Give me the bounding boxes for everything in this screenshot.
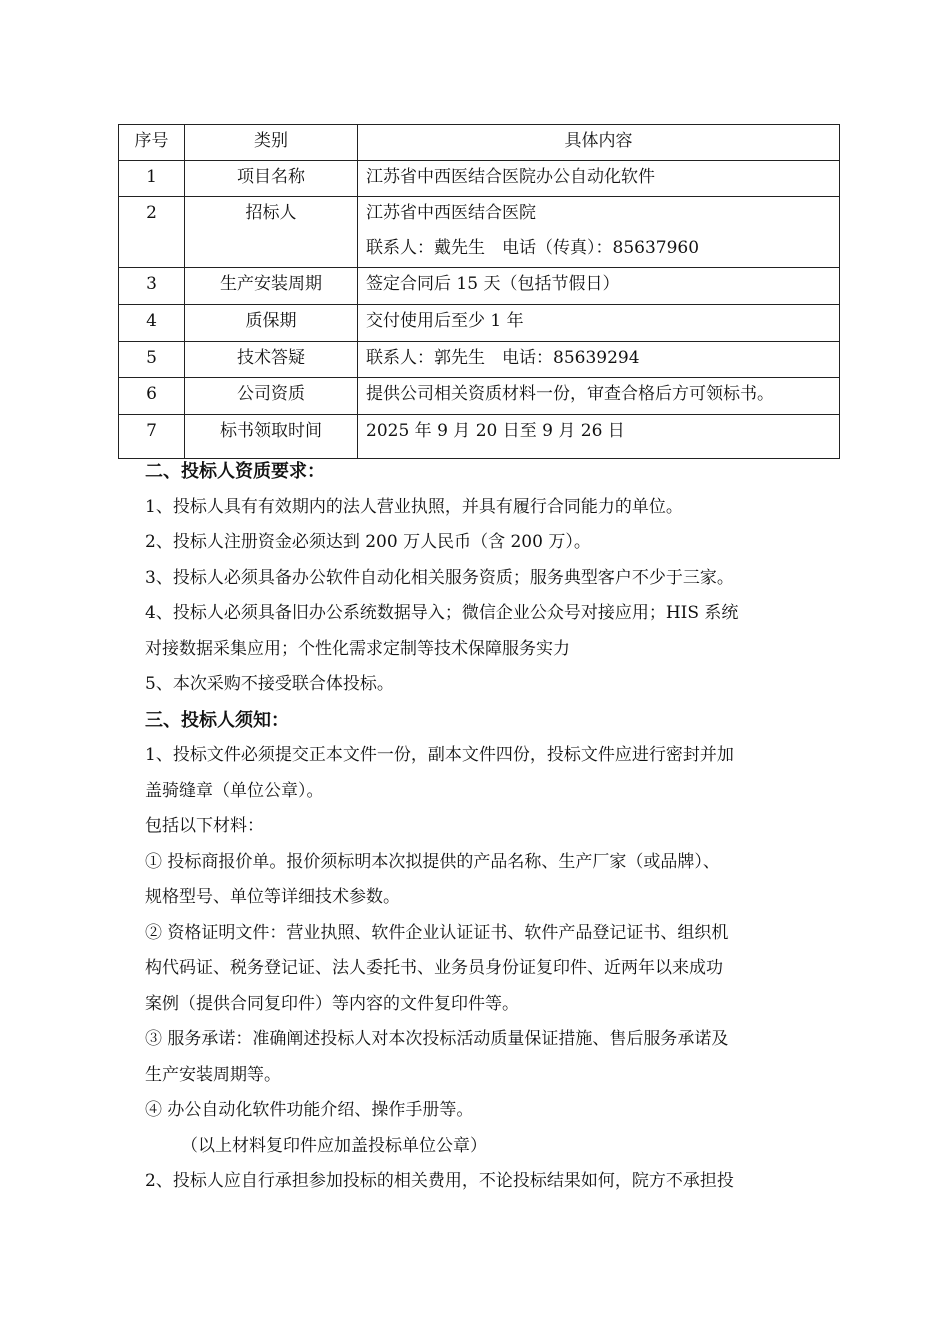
row-no: 5	[119, 342, 185, 378]
section3-line: ② 资格证明文件：营业执照、软件企业认证证书、软件产品登记证书、组织机	[145, 922, 729, 943]
section2-line: 对接数据采集应用；个性化需求定制等技术保障服务实力	[145, 638, 570, 659]
document-body	[145, 454, 817, 1200]
header-no: 序号	[119, 125, 185, 161]
row-content	[358, 197, 840, 268]
section2-line: 3、投标人必须具备办公软件自动化相关服务资质；服务典型客户不少于三家。	[145, 567, 734, 588]
section2-line: 4、投标人必须具备旧办公系统数据导入；微信企业公众号对接应用；HIS 系统	[145, 603, 739, 623]
table-header-row	[119, 125, 840, 161]
section2-line: 2、投标人注册资金必须达到 200 万人民币（含 200 万）。	[145, 532, 591, 552]
row-category: 生产安装周期	[185, 268, 358, 305]
section3-line: ① 投标商报价单。报价须标明本次拟提供的产品名称、生产厂家（或品牌）、	[145, 851, 720, 872]
row-content	[358, 342, 840, 378]
section3-line: （以上材料复印件应加盖投标单位公章）	[181, 1135, 487, 1156]
header-category: 类别	[185, 125, 358, 161]
row-content-line: 2025 年 9 月 20 日至 9 月 26 日	[366, 421, 625, 441]
row-no: 4	[119, 305, 185, 342]
row-category: 技术答疑	[185, 342, 358, 378]
row-category: 招标人	[185, 197, 358, 268]
row-content-line: 江苏省中西医结合医院	[366, 203, 536, 223]
row-no: 2	[119, 197, 185, 268]
section3-line: ③ 服务承诺：准确阐述投标人对本次投标活动质量保证措施、售后服务承诺及	[145, 1029, 729, 1049]
section3-line: 盖骑缝章（单位公章）。	[145, 780, 324, 801]
section3-line: 规格型号、单位等详细技术参数。	[145, 887, 400, 907]
section2-line: 1、投标人具有有效期内的法人营业执照，并具有履行合同能力的单位。	[145, 496, 683, 517]
section3-line: 生产安装周期等。	[145, 1064, 281, 1085]
table-row	[119, 415, 840, 459]
row-content-line: 交付使用后至少 1 年	[366, 311, 524, 331]
row-no: 7	[119, 415, 185, 459]
row-no: 1	[119, 161, 185, 197]
section3-line: 2、投标人应自行承担参加投标的相关费用，不论投标结果如何，院方不承担投	[145, 1171, 734, 1191]
row-no: 6	[119, 378, 185, 415]
row-category: 质保期	[185, 305, 358, 342]
section2-heading: 二、投标人资质要求：	[145, 461, 325, 482]
row-content	[358, 268, 840, 305]
row-content	[358, 161, 840, 197]
table-row	[119, 268, 840, 305]
section3-heading: 三、投标人须知：	[145, 709, 289, 731]
section3-line: 构代码证、税务登记证、法人委托书、业务员身份证复印件、近两年以来成功	[145, 958, 723, 978]
row-content-line: 提供公司相关资质材料一份，审查合格后方可领标书。	[366, 384, 774, 404]
row-content-line: 签定合同后 15 天（包括节假日）	[366, 274, 620, 294]
row-content-line: 江苏省中西医结合医院办公自动化软件	[366, 167, 655, 187]
row-category: 标书领取时间	[185, 415, 358, 459]
row-content	[358, 305, 840, 342]
table-row	[119, 305, 840, 342]
section3-line: ④ 办公自动化软件功能介绍、操作手册等。	[145, 1100, 474, 1120]
row-no: 3	[119, 268, 185, 305]
project-info-table	[118, 124, 840, 459]
table-row	[119, 161, 840, 197]
table-row	[119, 378, 840, 415]
row-content-line: 联系人：郭先生 电话：85639294	[366, 348, 640, 368]
row-content	[358, 378, 840, 415]
header-content: 具体内容	[358, 125, 840, 161]
section3-line: 1、投标文件必须提交正本文件一份，副本文件四份，投标文件应进行密封并加	[145, 745, 734, 765]
row-content	[358, 415, 840, 459]
table-row	[119, 197, 840, 268]
section3-line: 包括以下材料：	[145, 816, 264, 836]
section2-line: 5、本次采购不接受联合体投标。	[145, 674, 394, 694]
row-category: 项目名称	[185, 161, 358, 197]
table-row	[119, 342, 840, 378]
row-category: 公司资质	[185, 378, 358, 415]
row-content-line: 联系人：戴先生 电话（传真）：85637960	[366, 238, 700, 258]
section3-line: 案例（提供合同复印件）等内容的文件复印件等。	[145, 993, 519, 1014]
